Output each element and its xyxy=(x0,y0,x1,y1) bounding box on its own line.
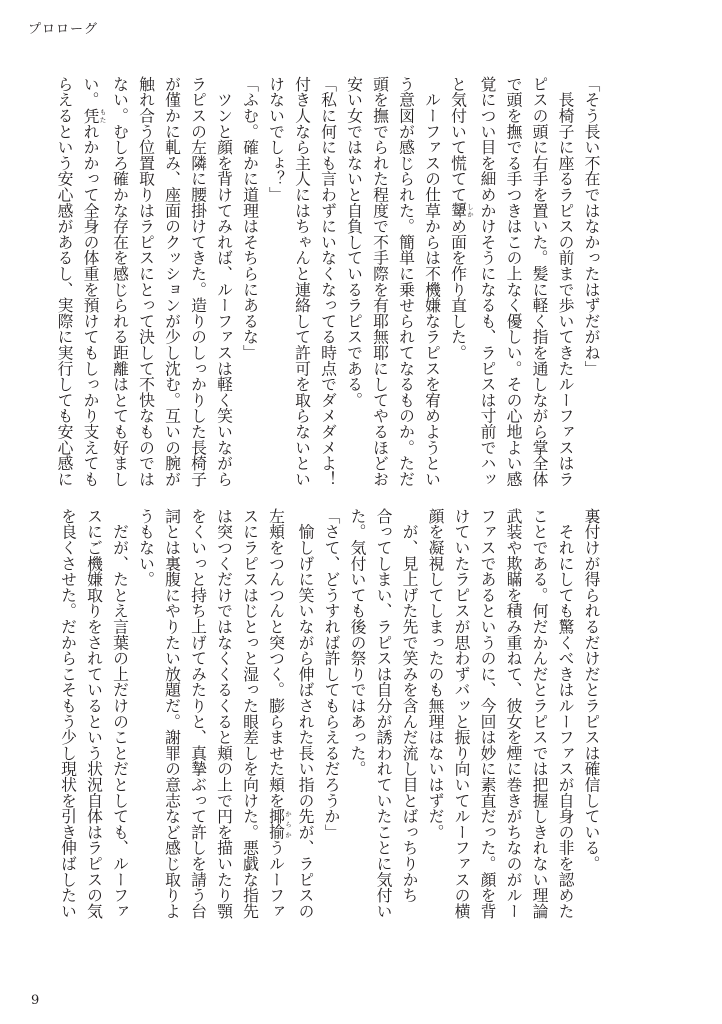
text-column xyxy=(81,508,107,926)
text-column xyxy=(500,508,526,926)
text-run: ファスであるというのに、今回は妙に素直だった。顔を背 xyxy=(478,508,497,919)
ruby-base: 凭 xyxy=(81,107,100,124)
text-run: らえるという安心感があるし、実際に実行しても安心感に xyxy=(55,76,74,487)
text-column xyxy=(55,508,81,926)
text-run: で頭を撫でる手つきはこの上なく優しい。その心地よい感 xyxy=(504,76,523,487)
text-run: だが、たとえ言葉の上だけのことだとしても、ルーファ xyxy=(110,508,130,919)
text-run: ラピスの左隣に腰掛けてきた。造りのしっかりした長椅子 xyxy=(188,76,208,487)
text-column xyxy=(318,508,344,926)
text-column xyxy=(474,76,500,494)
text-column xyxy=(133,76,159,494)
text-column xyxy=(578,76,604,494)
text-column xyxy=(159,76,185,494)
text-run: 武装や欺瞞を積み重ねて、彼女を煙に巻きがちなのがルー xyxy=(504,508,523,919)
text-column xyxy=(77,76,107,494)
text-column xyxy=(237,508,263,926)
text-run: め面を作り直した。 xyxy=(448,218,468,361)
ruby-text: しか xyxy=(466,202,474,219)
text-run: 「ふむ。確かに道理はそちらにあるな」 xyxy=(240,76,260,361)
text-run: 「さて、どうすれば許してもらえるだろうか」 xyxy=(322,508,341,840)
text-run: 触れ合う位置取りはラピスにとって決して不快なものでは xyxy=(136,76,156,487)
text-run: 覚につい目を細めかけそうになるも、ラピスは寸前でハッ xyxy=(478,76,497,487)
ruby-annotation xyxy=(448,202,474,219)
text-column xyxy=(578,508,604,926)
ruby-base: 顰 xyxy=(448,202,468,219)
text-column xyxy=(107,76,133,494)
running-head-title: プロローグ xyxy=(28,22,99,37)
text-block-bottom xyxy=(58,508,604,926)
text-run: けていたラピスが思わずバッと振り向いてルーファスの横 xyxy=(452,508,471,919)
text-run: 「私に何にも言わずにいなくなってる時点でダメダメよ！ xyxy=(318,76,338,487)
text-column xyxy=(344,508,370,926)
text-run: う意図が感じられた。簡単に乗せられてなるものか。ただ xyxy=(396,76,416,487)
text-column xyxy=(396,508,422,926)
text-run: い。 xyxy=(81,76,100,108)
text-column xyxy=(185,76,211,494)
text-run: ツンと顔を背けてみれば、ルーファスは軽く笑いながら xyxy=(214,76,234,487)
text-column xyxy=(289,76,315,494)
text-run: 長椅子に座るラピスの前まで歩いてきたルーファスはラ xyxy=(556,76,575,487)
ruby-text: からか xyxy=(284,808,292,840)
text-column xyxy=(315,76,341,494)
ruby-text: もた xyxy=(98,107,107,124)
text-column xyxy=(263,508,293,926)
text-column xyxy=(159,508,185,926)
text-run: は突つくだけではなくくるくると頬の上で円を描いたり顎 xyxy=(214,508,234,919)
text-run: と気付いて慌てて xyxy=(448,76,468,203)
ruby-annotation xyxy=(81,107,107,124)
text-run: 安い女ではないと自負しているラピスである。 xyxy=(344,76,364,408)
text-column xyxy=(51,76,77,494)
text-column xyxy=(211,508,237,926)
text-column xyxy=(107,508,133,926)
text-column xyxy=(133,508,159,926)
text-run: 「そう長い不在ではなかったはずだがね」 xyxy=(582,76,601,377)
text-column xyxy=(263,76,289,494)
text-run: れかかって全身の体重を預けてもしっかり支えても xyxy=(81,123,100,487)
text-column xyxy=(211,76,237,494)
text-column xyxy=(419,76,445,494)
text-run: うルーファ xyxy=(266,839,286,919)
text-column xyxy=(367,76,393,494)
text-column xyxy=(237,76,263,494)
text-run: ない。むしろ確かな存在を感じられる距離はとても好まし xyxy=(110,76,130,487)
text-run: スにご機嫌取りをされているという状況自体はラピスの気 xyxy=(84,508,104,919)
text-column xyxy=(341,76,367,494)
text-column xyxy=(526,508,552,926)
text-block-top xyxy=(55,76,604,494)
text-column xyxy=(292,508,318,926)
text-run: た。気付いても後の祭りではあった。 xyxy=(348,508,367,777)
page-number: 9 xyxy=(31,993,40,1008)
text-column xyxy=(448,508,474,926)
text-run: ことである。何だかんだとラピスでは把握しきれない理論 xyxy=(530,508,549,919)
text-run: ピスの頭に右手を置いた。髪に軽く指を通しながら掌全体 xyxy=(530,76,549,487)
text-run: をくいっと持ち上げてみたりと、真摯ぶって許しを請う台 xyxy=(188,508,208,919)
text-run: けないでしょ？」 xyxy=(266,76,286,203)
text-run: 頭を撫でられた程度で不手際を有耶無耶にしてやるほどお xyxy=(370,76,390,487)
text-column xyxy=(474,508,500,926)
text-run: 付き人なら主人にはちゃんと連絡して許可を取らないとい xyxy=(292,76,312,487)
text-column xyxy=(422,508,448,926)
text-column xyxy=(552,508,578,926)
text-run: 裏付けが得られるだけだとラピスは確信している。 xyxy=(582,508,601,872)
text-run: が僅かに軋み、座面のクッションが少し沈む。互いの腕が xyxy=(162,76,182,487)
text-run: を良くさせた。だからこそもう少し現状を引き伸ばしたい xyxy=(58,508,78,919)
text-run: スにラピスはじとっと湿った眼差しを向けた。悪戯な指先 xyxy=(240,508,260,919)
text-run: 愉しげに笑いながら伸ばされた長い指の先が、ラピスの xyxy=(296,508,315,919)
text-run: 合ってしまい、ラピスは自分が誘われていたことに気付い xyxy=(374,508,393,919)
text-run: が、見上げた先で笑みを含んだ流し目とばっちりかち xyxy=(400,508,419,903)
text-column xyxy=(393,76,419,494)
text-run: それにしても驚くべきはルーファスが自身の非を認めた xyxy=(556,508,575,919)
ruby-annotation xyxy=(266,808,292,840)
text-column xyxy=(500,76,526,494)
text-column xyxy=(445,76,475,494)
text-column xyxy=(185,508,211,926)
text-run: 顔を凝視してしまったのも無理はないはずだ。 xyxy=(426,508,445,840)
text-column xyxy=(552,76,578,494)
text-run: ルーファスの仕草からは不機嫌なラピスを宥めようとい xyxy=(422,76,442,487)
text-run: 左頬をつんつんと突つく。膨らませた頬を xyxy=(266,508,286,809)
text-run: うもない。 xyxy=(136,508,156,587)
text-column xyxy=(526,76,552,494)
text-column xyxy=(370,508,396,926)
text-run: 詞とは裏腹にやりたい放題だ。謝罪の意志など感じ取りよ xyxy=(162,508,182,919)
ruby-base: 揶揄 xyxy=(266,808,286,840)
